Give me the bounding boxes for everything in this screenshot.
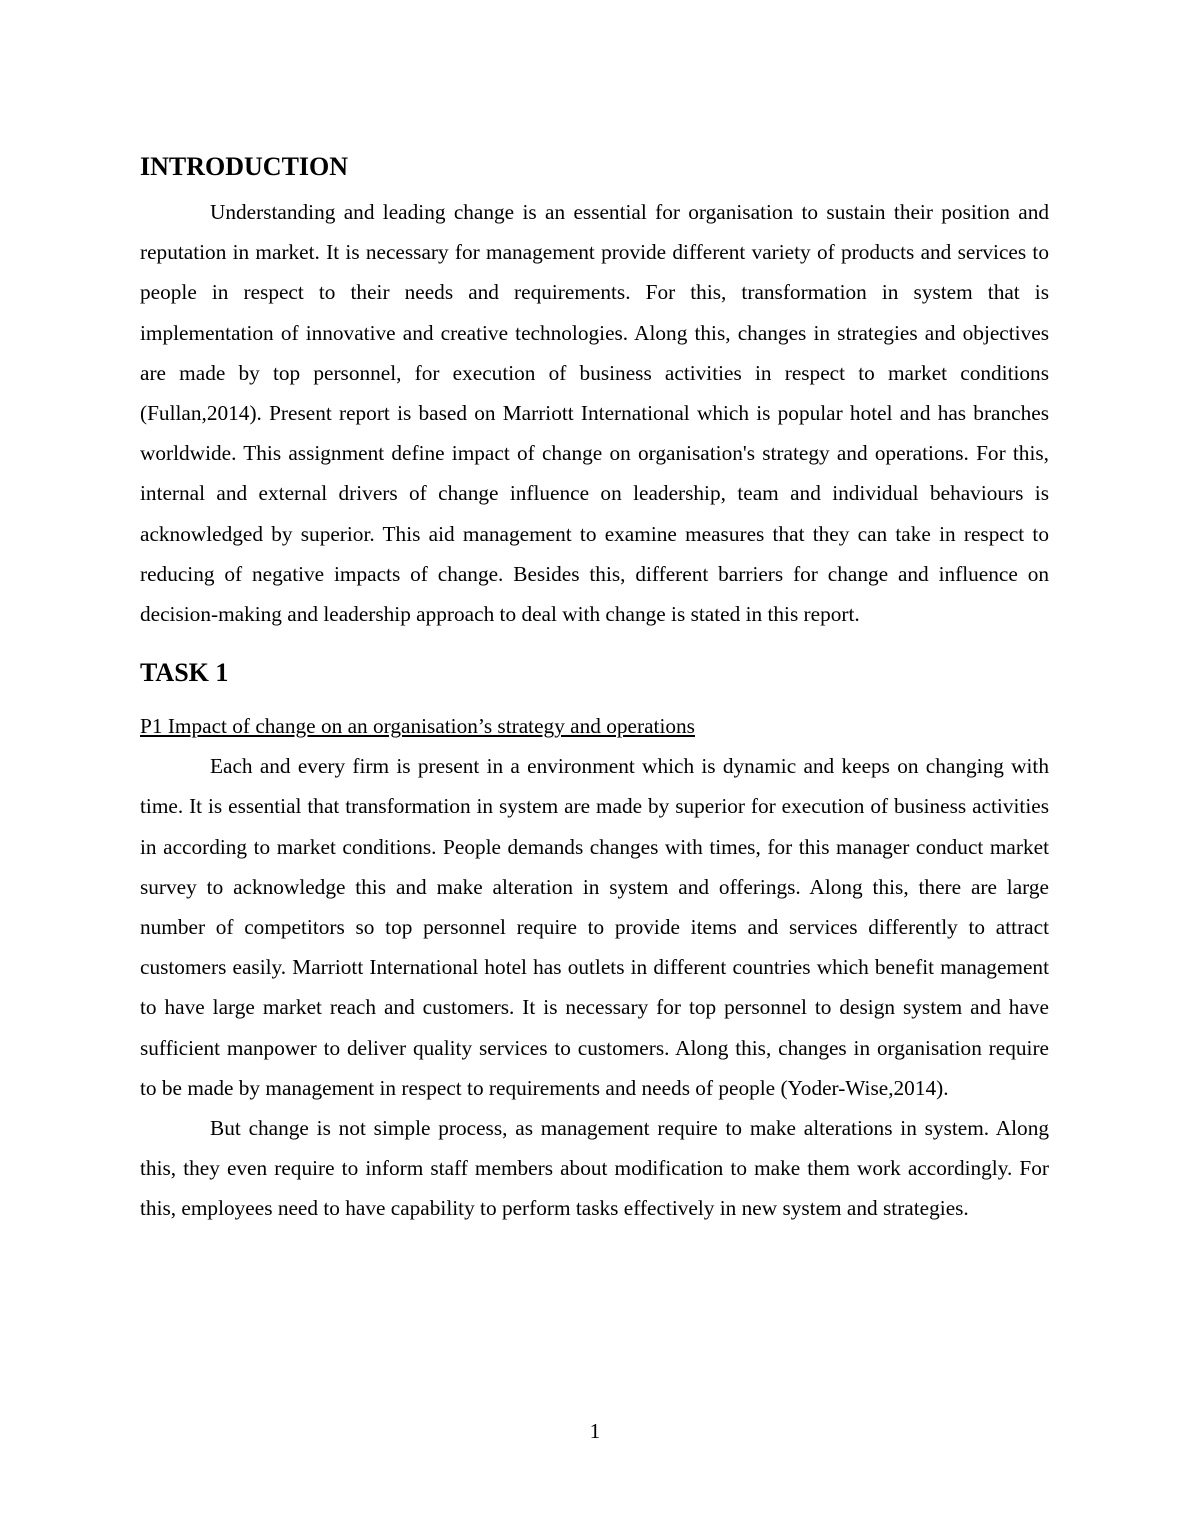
introduction-paragraph: Understanding and leading change is an essential for organisation to sustain their position and reputation in market. It is necessary for management provide different variety of products and services to people in respect to their needs and requirements. For this, transformation in system that is implementation of innovative and creative technologies. Along this, changes in strategies and objectives are made by top personnel, for execution of business activities in respect to market conditions (Fullan,2014). Present report is based on Marriott International which is popular hotel and has branches worldwide. This assignment define impact of change on organisation's strategy and operations. For this, internal and external drivers of change influence on leadership, team and individual behaviours is acknowledged by superior. This aid management to examine measures that they can take in respect to reducing of negative impacts of change. Besides this, different barriers for change and influence on decision-making and leadership approach to deal with change is stated in this report. bbox=[140, 200, 1049, 627]
task1-heading: TASK 1 bbox=[140, 658, 229, 688]
task1-paragraph-1: Each and every firm is present in a environment which is dynamic and keeps on changing with time. It is essential that transformation in system are made by superior for execution of business activities in according to market conditions. People demands changes with times, for this manager conduct market survey to acknowledge this and make alteration in system and offerings. Along this, there are large number of competitors so top personnel require to provide items and services differently to attract customers easily. Marriott International hotel has outlets in different countries which benefit management to have large market reach and customers. It is necessary for top personnel to design system and have sufficient manpower to deliver quality services to customers. Along this, changes in organisation require to be made by management in respect to requirements and needs of people (Yoder-Wise,2014). bbox=[140, 754, 1049, 1100]
task1-paragraph-2: But change is not simple process, as management require to make alterations in system. Along this, they even require to inform staff members about modification to make them work accordingly. For this, employees need to have capability to perform tasks effectively in new system and strategies. bbox=[140, 1116, 1049, 1221]
p1-subheading: P1 Impact of change on an organisation’s strategy and operations bbox=[140, 714, 695, 739]
introduction-heading: INTRODUCTION bbox=[140, 152, 349, 181]
page-content bbox=[140, 148, 1049, 1229]
page-number: 1 bbox=[589, 1419, 601, 1443]
